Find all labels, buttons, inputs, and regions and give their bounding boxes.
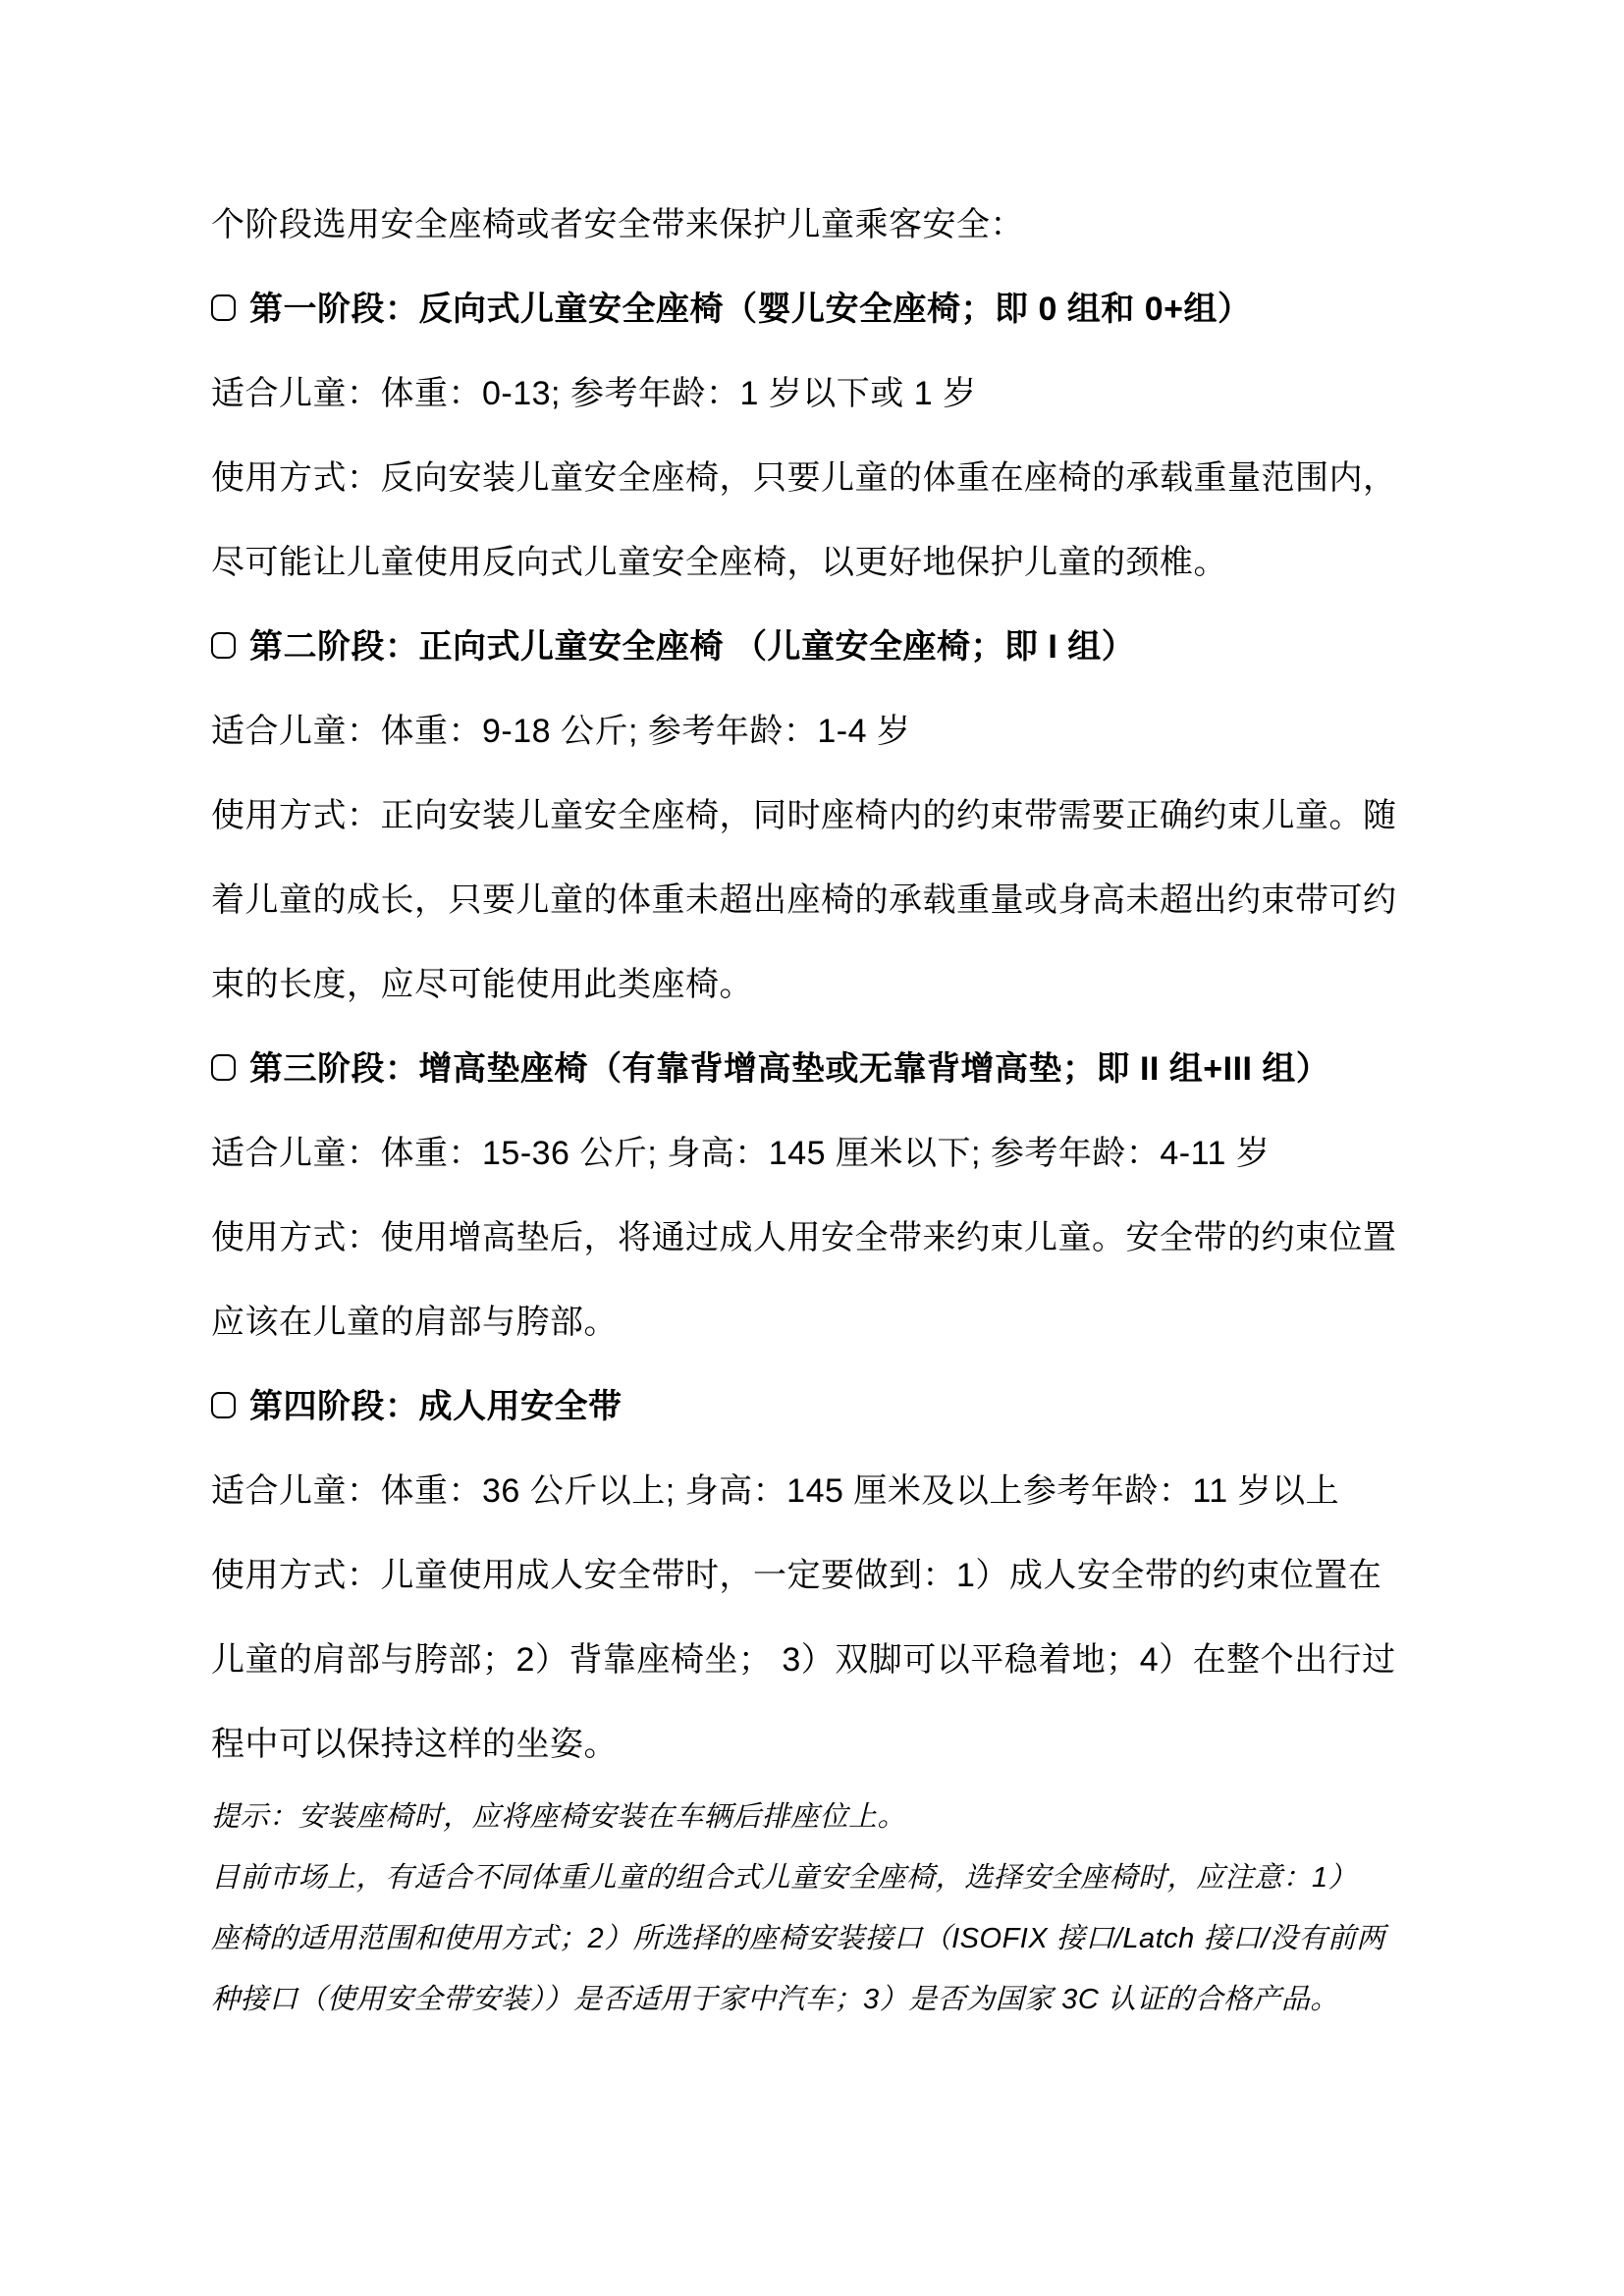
stage-fit-line: 适合儿童：体重：9-18 公斤; 参考年龄：1-4 岁 xyxy=(211,713,911,750)
checkbox-icon xyxy=(211,1054,236,1081)
usage-line: 使用方式：反向安装儿童安全座椅，只要儿童的体重在座椅的承载重量范围内， xyxy=(211,459,1397,497)
checkbox-icon xyxy=(211,1392,236,1418)
usage-line: 程中可以保持这样的坐姿。 xyxy=(211,1726,618,1763)
stage-heading-text: 第四阶段：成人用安全带 xyxy=(249,1388,623,1425)
usage-line: 使用方式：正向安装儿童安全座椅，同时座椅内的约束带需要正确约束儿童。随 xyxy=(211,797,1397,834)
stage-fit-line: 适合儿童：体重：15-36 公斤; 身高：145 厘米以下; 参考年龄：4-11 岁 xyxy=(211,1135,1271,1172)
checkbox-icon xyxy=(211,632,236,659)
stage-heading-text: 第三阶段：增高垫座椅（有靠背增高垫或无靠背增高垫；即 II 组+III 组） xyxy=(249,1050,1330,1088)
market-note-line: 座椅的适用范围和使用方式；2）所选择的座椅安装接口（ISOFIX 接口/Latch 接口/没有前两 xyxy=(211,1923,1385,1954)
stage-section-4 xyxy=(211,1364,1413,1787)
usage-line: 应该在儿童的肩部与胯部。 xyxy=(211,1304,618,1341)
stage-fit-line: 适合儿童：体重：36 公斤以上; 身高：145 厘米及以上参考年龄：11 岁以上 xyxy=(211,1472,1340,1510)
usage-line: 束的长度，应尽可能使用此类座椅。 xyxy=(211,966,753,1003)
stage-section-2 xyxy=(211,605,1413,1027)
stage-heading xyxy=(211,1027,1413,1111)
stage-section-1 xyxy=(211,267,1413,605)
usage-line: 使用方式：使用增高垫后，将通过成人用安全带来约束儿童。安全带的约束位置 xyxy=(211,1219,1397,1256)
market-note-line: 目前市场上，有适合不同体重儿童的组合式儿童安全座椅，选择安全座椅时，应注意：1） xyxy=(211,1862,1358,1894)
stage-heading xyxy=(211,267,1413,351)
tip-note: 提示：安装座椅时，应将座椅安装在车辆后排座位上。 xyxy=(211,1801,907,1833)
stage-fit-line: 适合儿童：体重：0-13; 参考年龄：1 岁以下或 1 岁 xyxy=(211,375,977,412)
stage-heading-text: 第二阶段：正向式儿童安全座椅 （儿童安全座椅；即 I 组） xyxy=(249,628,1136,666)
usage-line: 儿童的肩部与胯部；2）背靠座椅坐； 3）双脚可以平稳着地；4）在整个出行过 xyxy=(211,1641,1396,1679)
market-note-line: 种接口（使用安全带安装））是否适用于家中汽车；3）是否为国家 3C 认证的合格产品。 xyxy=(211,1984,1339,2015)
stage-heading xyxy=(211,1364,1413,1449)
usage-line: 着儿童的成长，只要儿童的体重未超出座椅的承载重量或身高未超出约束带可约 xyxy=(211,881,1397,919)
usage-line: 使用方式：儿童使用成人安全带时，一定要做到：1）成人安全带的约束位置在 xyxy=(211,1557,1382,1594)
checkbox-icon xyxy=(211,294,236,321)
stage-heading xyxy=(211,605,1413,689)
intro-line: 个阶段选用安全座椅或者安全带来保护儿童乘客安全： xyxy=(211,206,1024,243)
stage-section-3 xyxy=(211,1027,1413,1364)
stage-heading-text: 第一阶段：反向式儿童安全座椅（婴儿安全座椅；即 0 组和 0+组） xyxy=(249,291,1252,328)
footnotes xyxy=(211,1787,1413,2030)
usage-line: 尽可能让儿童使用反向式儿童安全座椅，以更好地保护儿童的颈椎。 xyxy=(211,544,1227,581)
